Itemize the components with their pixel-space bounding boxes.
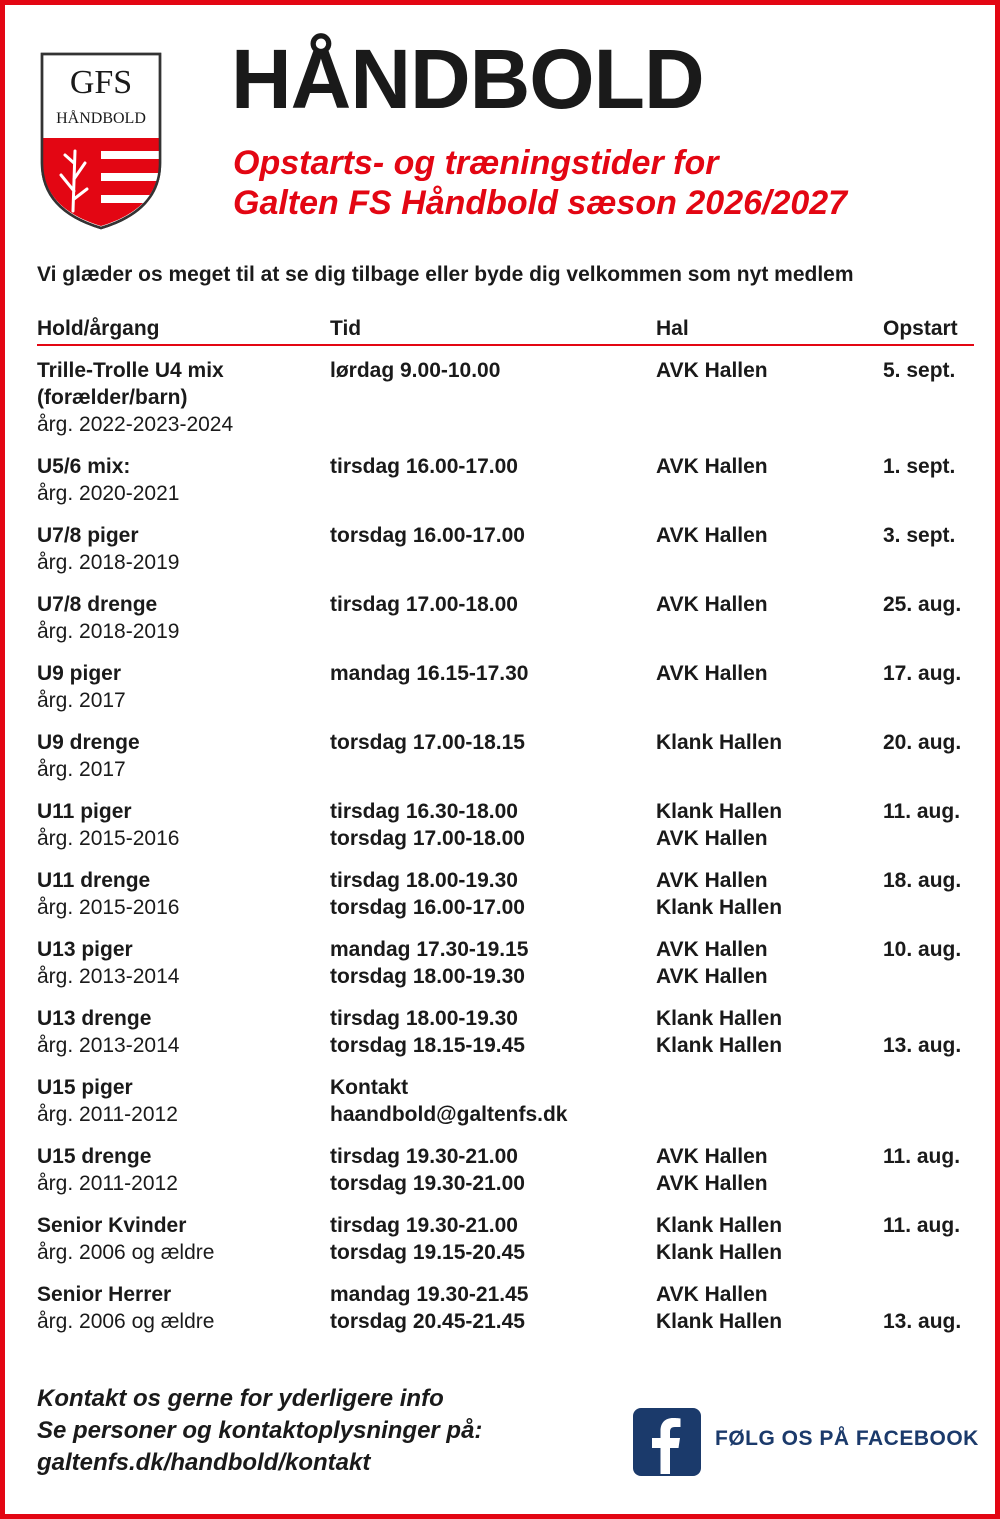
team-name: U15 piger	[37, 1076, 133, 1099]
team-cell	[37, 357, 327, 438]
hall-1: AVK Hallen	[656, 359, 768, 382]
table-row	[37, 798, 974, 867]
time-1: torsdag 16.00-17.00	[330, 524, 525, 547]
table-row	[37, 1005, 974, 1074]
time-2: torsdag 20.45-21.45	[330, 1310, 525, 1333]
footer-line2: Se personer og kontaktoplysninger på:	[37, 1417, 483, 1444]
team-cell	[37, 660, 327, 714]
start-1: 11. aug.	[883, 800, 961, 823]
hall-2: AVK Hallen	[656, 965, 768, 988]
team-year: årg. 2013-2014	[37, 1034, 180, 1057]
time-cell	[330, 1281, 650, 1335]
team-cell	[37, 1074, 327, 1128]
facebook-icon[interactable]	[633, 1408, 701, 1476]
table-row	[37, 1143, 974, 1212]
subtitle-line2: Galten FS Håndbold sæson 2026/2027	[233, 184, 848, 222]
hall-cell	[656, 660, 876, 687]
start-2: 13. aug.	[883, 1034, 962, 1057]
time-cell	[330, 357, 650, 384]
hall-cell	[656, 1005, 876, 1059]
start-cell	[883, 453, 983, 480]
team-cell	[37, 522, 327, 576]
hall-1: Klank Hallen	[656, 1007, 783, 1030]
start-1: 11. aug.	[883, 1145, 961, 1168]
hall-2: Klank Hallen	[656, 1241, 783, 1264]
header-hall: Hal	[656, 317, 689, 340]
time-cell	[330, 729, 650, 756]
team-year: årg. 2006 og ældre	[37, 1241, 215, 1264]
hall-1: AVK Hallen	[656, 869, 768, 892]
team-year: årg. 2018-2019	[37, 620, 180, 643]
time-2: torsdag 18.15-19.45	[330, 1034, 525, 1057]
schedule-table	[37, 357, 974, 1350]
table-row	[37, 660, 974, 729]
time-cell	[330, 1212, 650, 1266]
team-cell	[37, 1281, 327, 1335]
table-row	[37, 936, 974, 1005]
start-cell	[883, 1143, 983, 1170]
team-name: U9 drenge	[37, 731, 140, 754]
start-1: 3. sept.	[883, 524, 956, 547]
hall-2: Klank Hallen	[656, 896, 783, 919]
hall-cell	[656, 522, 876, 549]
team-name: Trille-Trolle U4 mix	[37, 359, 224, 382]
hall-cell	[656, 1281, 876, 1335]
intro-text: Vi glæder os meget til at se dig tilbage eller byde dig velkommen som nyt medlem	[37, 263, 854, 286]
table-row	[37, 1212, 974, 1281]
hall-1: AVK Hallen	[656, 593, 768, 616]
team-cell	[37, 591, 327, 645]
team-cell	[37, 453, 327, 507]
subtitle-line1: Opstarts- og træningstider for	[233, 144, 719, 182]
table-row	[37, 357, 974, 453]
hall-1: AVK Hallen	[656, 662, 768, 685]
team-year: årg. 2011-2012	[37, 1172, 178, 1195]
team-name: U11 drenge	[37, 869, 151, 892]
team-name: U15 drenge	[37, 1145, 152, 1168]
time-1: mandag 17.30-19.15	[330, 938, 529, 961]
hall-2: AVK Hallen	[656, 1172, 768, 1195]
subtitle	[233, 143, 847, 223]
hall-cell	[656, 591, 876, 618]
team-name: U5/6 mix:	[37, 455, 131, 478]
table-row	[37, 1281, 974, 1350]
time-cell	[330, 660, 650, 687]
hall-cell	[656, 1212, 876, 1266]
hall-1: AVK Hallen	[656, 1145, 768, 1168]
facebook-label[interactable]: FØLG OS PÅ FACEBOOK	[715, 1427, 979, 1450]
start-1: 17. aug.	[883, 662, 962, 685]
start-cell	[883, 357, 983, 384]
start-cell	[883, 591, 983, 618]
time-2: torsdag 17.00-18.00	[330, 827, 525, 850]
team-year: årg. 2015-2016	[37, 896, 180, 919]
time-cell	[330, 867, 650, 921]
hall-1: AVK Hallen	[656, 1283, 768, 1306]
start-2: 13. aug.	[883, 1310, 962, 1333]
team-year: årg. 2011-2012	[37, 1103, 178, 1126]
time-cell	[330, 1005, 650, 1059]
table-row	[37, 729, 974, 798]
team-year: årg. 2013-2014	[37, 965, 180, 988]
hall-1: Klank Hallen	[656, 731, 783, 754]
hall-2: AVK Hallen	[656, 827, 768, 850]
team-name: Senior Kvinder	[37, 1214, 187, 1237]
crest-line1: GFS	[69, 64, 133, 101]
team-cell	[37, 1143, 327, 1197]
table-row	[37, 453, 974, 522]
gfs-crest-logo	[39, 51, 163, 231]
start-cell	[883, 1005, 983, 1059]
team-cell	[37, 1005, 327, 1059]
start-cell	[883, 522, 983, 549]
team-name: U7/8 drenge	[37, 593, 158, 616]
team-name: U11 piger	[37, 800, 132, 823]
table-row	[37, 591, 974, 660]
footer-line1: Kontakt os gerne for yderligere info	[37, 1385, 444, 1412]
team-cell	[37, 798, 327, 852]
team-name: U7/8 piger	[37, 524, 139, 547]
team-name: Senior Herrer	[37, 1283, 172, 1306]
header-team: Hold/årgang	[37, 317, 160, 340]
team-name: U13 drenge	[37, 1007, 152, 1030]
hall-cell	[656, 357, 876, 384]
time-1: mandag 19.30-21.45	[330, 1283, 529, 1306]
hall-1: AVK Hallen	[656, 524, 768, 547]
time-2: torsdag 19.15-20.45	[330, 1241, 525, 1264]
team-cell	[37, 729, 327, 783]
crest-line2: HÅNDBOLD	[56, 110, 146, 127]
hall-1: Klank Hallen	[656, 800, 783, 823]
hall-cell	[656, 867, 876, 921]
start-1: 11. aug.	[883, 1214, 961, 1237]
time-cell	[330, 1143, 650, 1197]
start-cell	[883, 798, 983, 825]
hall-cell	[656, 936, 876, 990]
footer-contact	[37, 1383, 482, 1479]
team-cell	[37, 867, 327, 921]
hall-1: AVK Hallen	[656, 455, 768, 478]
time-1: tirsdag 18.00-19.30	[330, 1007, 518, 1030]
time-2: torsdag 18.00-19.30	[330, 965, 525, 988]
time-1: tirsdag 16.30-18.00	[330, 800, 518, 823]
time-1: mandag 16.15-17.30	[330, 662, 529, 685]
team-year: årg. 2018-2019	[37, 551, 180, 574]
time-1: tirsdag 17.00-18.00	[330, 593, 518, 616]
start-1: 18. aug.	[883, 869, 962, 892]
team-year: årg. 2020-2021	[37, 482, 180, 505]
start-1: 25. aug.	[883, 593, 962, 616]
team-name: U13 piger	[37, 938, 133, 961]
hall-cell	[656, 453, 876, 480]
table-row	[37, 867, 974, 936]
hall-2: Klank Hallen	[656, 1034, 783, 1057]
team-year: årg. 2015-2016	[37, 827, 180, 850]
time-2: torsdag 16.00-17.00	[330, 896, 525, 919]
start-cell	[883, 729, 983, 756]
team-cell	[37, 1212, 327, 1266]
time-cell	[330, 522, 650, 549]
start-cell	[883, 1281, 983, 1335]
time-1: lørdag 9.00-10.00	[330, 359, 501, 382]
hall-cell	[656, 1143, 876, 1197]
time-1: tirsdag 16.00-17.00	[330, 455, 518, 478]
header-start: Opstart	[883, 317, 958, 340]
team-year: årg. 2017	[37, 758, 126, 781]
team-name: U9 piger	[37, 662, 122, 685]
time-2: torsdag 19.30-21.00	[330, 1172, 525, 1195]
start-cell	[883, 936, 983, 963]
team-name-2: (forælder/barn)	[37, 386, 188, 409]
time-cell	[330, 453, 650, 480]
start-1: 5. sept.	[883, 359, 956, 382]
time-cell	[330, 936, 650, 990]
table-row	[37, 1074, 974, 1143]
contact-email[interactable]: haandbold@galtenfs.dk	[330, 1103, 568, 1126]
time-1: tirsdag 18.00-19.30	[330, 869, 518, 892]
page-title: HÅNDBOLD	[231, 32, 704, 126]
team-cell	[37, 936, 327, 990]
hall-cell	[656, 729, 876, 756]
start-1: 1. sept.	[883, 455, 956, 478]
time-cell	[330, 591, 650, 618]
time-cell	[330, 1074, 650, 1128]
time-1: tirsdag 19.30-21.00	[330, 1214, 518, 1237]
hall-cell	[656, 798, 876, 852]
hall-1: Klank Hallen	[656, 1214, 783, 1237]
start-cell	[883, 867, 983, 894]
start-cell	[883, 660, 983, 687]
footer-link[interactable]: galtenfs.dk/handbold/kontakt	[37, 1449, 371, 1476]
start-cell	[883, 1212, 983, 1239]
team-year: årg. 2006 og ældre	[37, 1310, 215, 1333]
team-year: årg. 2017	[37, 689, 126, 712]
hall-2: Klank Hallen	[656, 1310, 783, 1333]
start-1	[883, 1005, 983, 1032]
time-1: torsdag 17.00-18.15	[330, 731, 525, 754]
start-1: 10. aug.	[883, 938, 962, 961]
table-header	[37, 317, 974, 346]
time-1: tirsdag 19.30-21.00	[330, 1145, 518, 1168]
hall-1: AVK Hallen	[656, 938, 768, 961]
time-cell	[330, 798, 650, 852]
start-1: 20. aug.	[883, 731, 962, 754]
header-time: Tid	[330, 317, 362, 340]
table-row	[37, 522, 974, 591]
start-1	[883, 1281, 983, 1308]
contact-label: Kontakt	[330, 1076, 409, 1099]
team-year: årg. 2022-2023-2024	[37, 413, 234, 436]
